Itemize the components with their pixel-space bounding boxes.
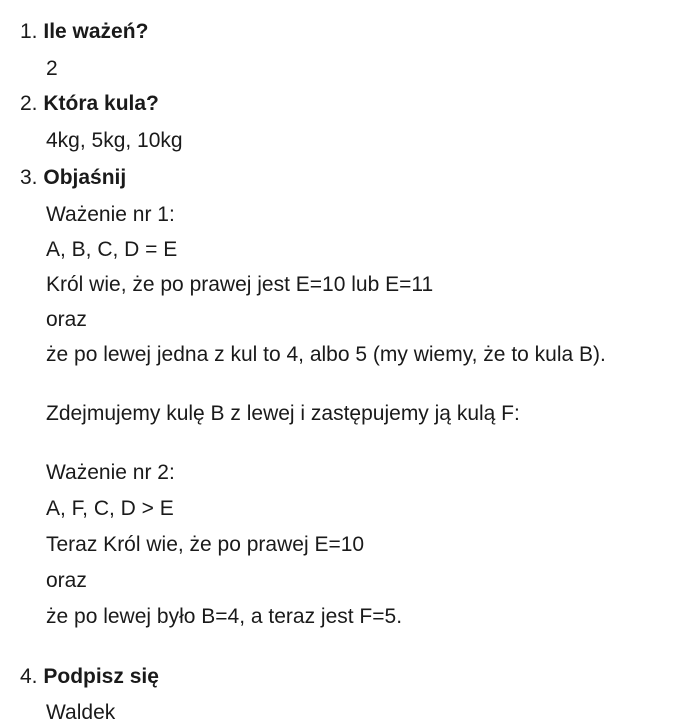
- item-question: Ile ważeń?: [43, 20, 149, 43]
- item-answer-line: A, B, C, D = E: [46, 238, 178, 261]
- item-2: [20, 92, 159, 116]
- item-answer-line: Ważenie nr 2:: [46, 461, 175, 484]
- item-answer-line: 4kg, 5kg, 10kg: [46, 129, 183, 152]
- item-question: Objaśnij: [43, 166, 127, 189]
- item-answer-line: Ważenie nr 1:: [46, 203, 175, 226]
- item-number: 2.: [20, 92, 38, 115]
- item-answer-line: Zdejmujemy kulę B z lewej i zastępujemy ją kulą F:: [46, 402, 520, 425]
- item-answer-line: A, F, C, D > E: [46, 497, 174, 520]
- item-number: 4.: [20, 665, 38, 688]
- item-answer-line: oraz: [46, 308, 87, 331]
- item-answer-line: że po lewej jedna z kul to 4, albo 5 (my wiemy, że to kula B).: [46, 343, 606, 366]
- item-answer-line: Król wie, że po prawej jest E=10 lub E=11: [46, 273, 434, 296]
- item-number: 1.: [20, 20, 38, 43]
- item-answer-line: 2: [46, 57, 58, 80]
- item-answer-line: Waldek: [46, 701, 116, 724]
- item-question: Podpisz się: [43, 665, 159, 688]
- item-number: 3.: [20, 166, 38, 189]
- item-3: [20, 166, 126, 190]
- item-question: Która kula?: [43, 92, 159, 115]
- item-answer-line: Teraz Król wie, że po prawej E=10: [46, 533, 365, 556]
- item-answer-line: że po lewej było B=4, a teraz jest F=5.: [46, 605, 403, 628]
- item-1: [20, 20, 148, 44]
- item-answer-line: oraz: [46, 569, 87, 592]
- item-4: [20, 665, 159, 689]
